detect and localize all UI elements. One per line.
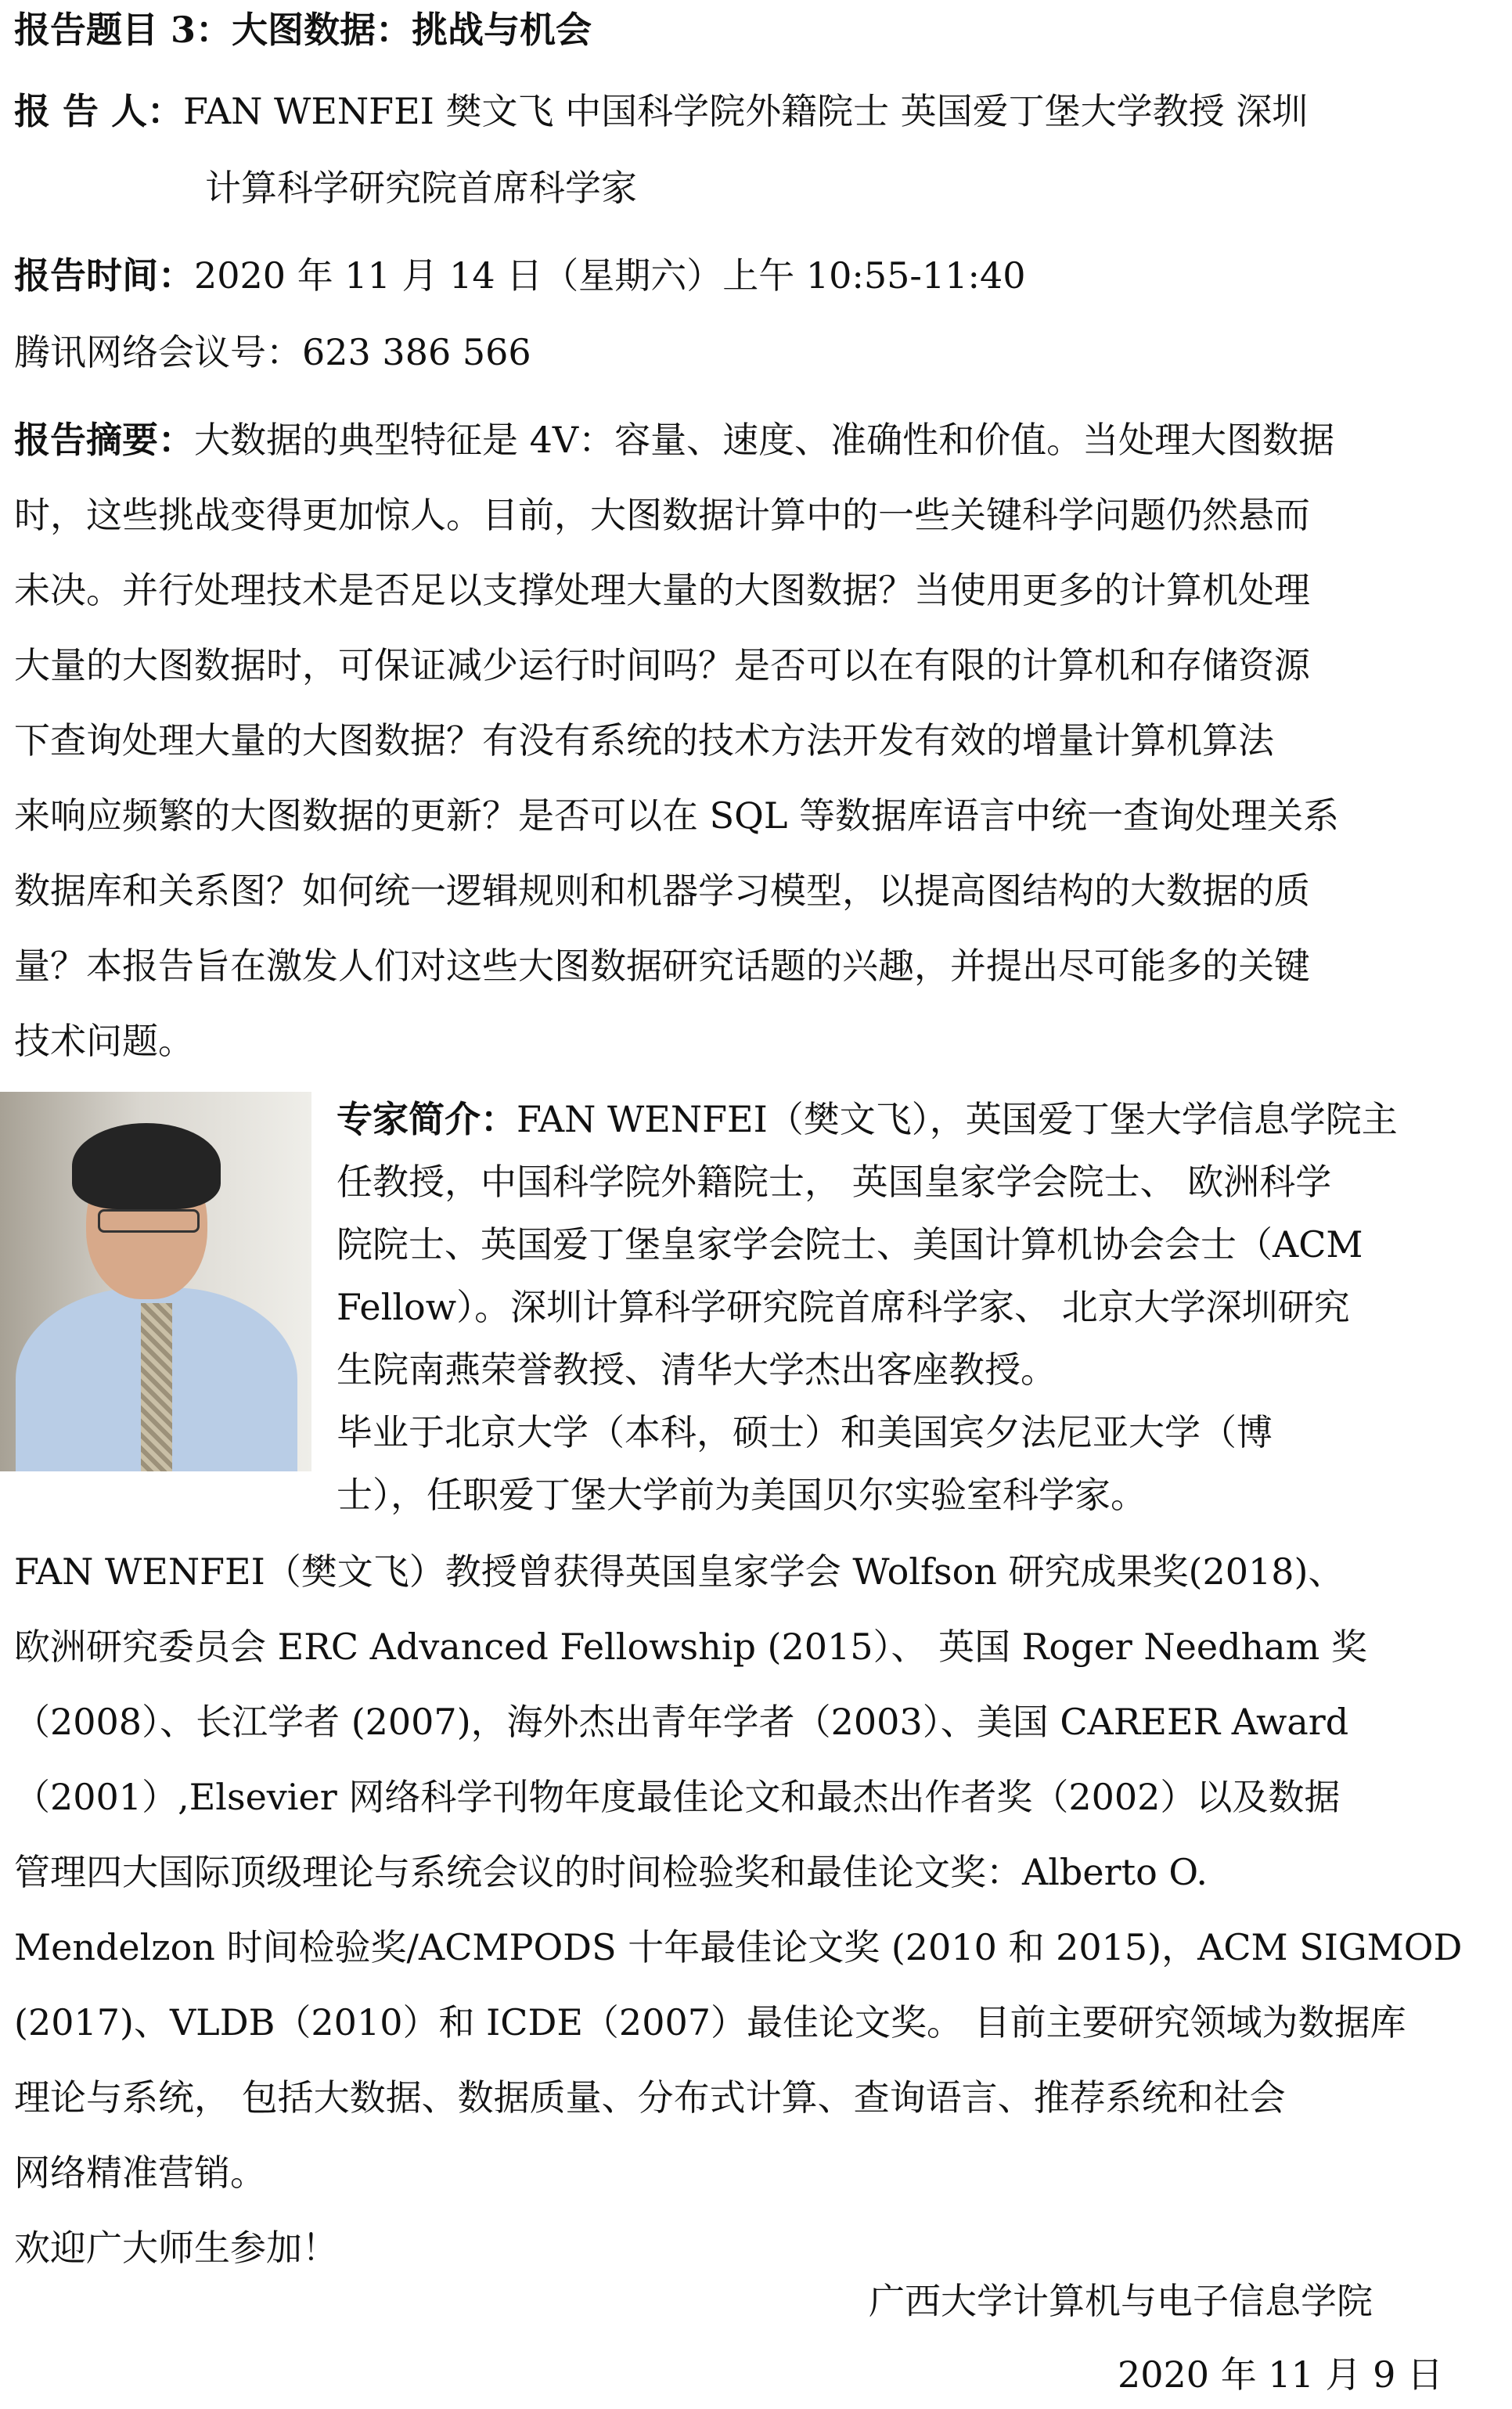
meeting-number-label: 腾讯网络会议号：: [14, 331, 302, 373]
bio-line-1: [337, 1096, 1398, 1143]
awards-line: 欧洲研究委员会 ERC Advanced Fellowship (2015）、 英国 Roger Needham 奖: [14, 1626, 1367, 1668]
organizer-name: 广西大学计算机与电子信息学院: [869, 2280, 1373, 2322]
abstract-line-1: [14, 416, 1334, 463]
bio-line: 士），任职爱丁堡大学前为美国贝尔实验室科学家。: [337, 1474, 1147, 1516]
report-title: [14, 6, 592, 53]
speaker-label: 报 告 人：: [14, 90, 184, 132]
report-title-text: 大图数据：挑战与机会: [232, 9, 592, 51]
bio-line: 院院士、英国爱丁堡皇家学会院士、美国计算机协会会士（ACM: [337, 1223, 1363, 1266]
abstract-line: 未决。并行处理技术是否足以支撑处理大量的大图数据？当使用更多的计算机处理: [14, 569, 1310, 611]
welcome-text: 欢迎广大师生参加！: [14, 2227, 338, 2269]
awards-line: （2008）、长江学者 (2007)，海外杰出青年学者（2003）、美国 CAREER Award: [14, 1701, 1349, 1743]
issue-date: 2020 年 11 月 9 日: [1118, 2353, 1443, 2396]
bio-line: 毕业于北京大学（本科，硕士）和美国宾夕法尼亚大学（博: [337, 1411, 1273, 1453]
bio-line: 生院南燕荣誉教授、清华大学杰出客座教授。: [337, 1349, 1057, 1391]
bio-line: 任教授，中国科学院外籍院士， 英国皇家学会院士、 欧洲科学: [337, 1161, 1332, 1203]
awards-line: 理论与系统， 包括大数据、数据质量、分布式计算、查询语言、推荐系统和社会: [14, 2076, 1286, 2119]
abstract-label: 报告摘要：: [14, 419, 194, 461]
awards-line: 网络精准营销。: [14, 2152, 266, 2194]
abstract-line: 下查询处理大量的大图数据？有没有系统的技术方法开发有效的增量计算机算法: [14, 719, 1274, 762]
bio-label: 专家简介：: [337, 1098, 517, 1140]
speaker-photo: [0, 1092, 311, 1471]
awards-line: Mendelzon 时间检验奖/ACMPODS 十年最佳论文奖 (2010 和 2015)，ACM SIGMOD: [14, 1926, 1463, 1968]
abstract-line: 数据库和关系图？如何统一逻辑规则和机器学习模型，以提高图结构的大数据的质: [14, 870, 1310, 912]
report-time: [14, 252, 1026, 299]
speaker-line-1: [14, 88, 1308, 135]
awards-line: (2017)、VLDB（2010）和 ICDE（2007）最佳论文奖。 目前主要研究领域为数据库: [14, 2001, 1406, 2044]
speaker-info: FAN WENFEI 樊文飞 中国科学院外籍院士 英国爱丁堡大学教授 深圳: [183, 90, 1309, 132]
report-title-label: 报告题目 3：: [14, 9, 232, 51]
awards-line: 管理四大国际顶级理论与系统会议的时间检验奖和最佳论文奖：Alberto O.: [14, 1851, 1208, 1893]
report-time-label: 报告时间：: [14, 254, 194, 297]
abstract-text: 大数据的典型特征是 4V：容量、速度、准确性和价值。当处理大图数据: [194, 419, 1335, 461]
abstract-line: 大量的大图数据时，可保证减少运行时间吗？是否可以在有限的计算机和存储资源: [14, 644, 1310, 686]
abstract-line: 时，这些挑战变得更加惊人。目前，大图数据计算中的一些关键科学问题仍然悬而: [14, 494, 1310, 536]
awards-line: （2001）,Elsevier 网络科学刊物年度最佳论文和最杰出作者奖（2002）以及数据: [14, 1776, 1341, 1818]
speaker-line-2: 计算科学研究院首席科学家: [205, 167, 637, 209]
awards-line: FAN WENFEI（樊文飞）教授曾获得英国皇家学会 Wolfson 研究成果奖(2018)、: [14, 1550, 1345, 1593]
bio-text: FAN WENFEI（樊文飞），英国爱丁堡大学信息学院主: [517, 1098, 1398, 1140]
abstract-line: 技术问题。: [14, 1020, 194, 1062]
bio-line: Fellow）。深圳计算科学研究院首席科学家、 北京大学深圳研究: [337, 1286, 1350, 1328]
abstract-line: 来响应频繁的大图数据的更新？是否可以在 SQL 等数据库语言中统一查询处理关系: [14, 794, 1340, 837]
abstract-line: 量？本报告旨在激发人们对这些大图数据研究话题的兴趣，并提出尽可能多的关键: [14, 945, 1310, 987]
meeting-number: [14, 329, 531, 376]
meeting-number-value: 623 386 566: [302, 331, 531, 373]
report-time-value: 2020 年 11 月 14 日（星期六）上午 10:55-11:40: [194, 254, 1026, 297]
